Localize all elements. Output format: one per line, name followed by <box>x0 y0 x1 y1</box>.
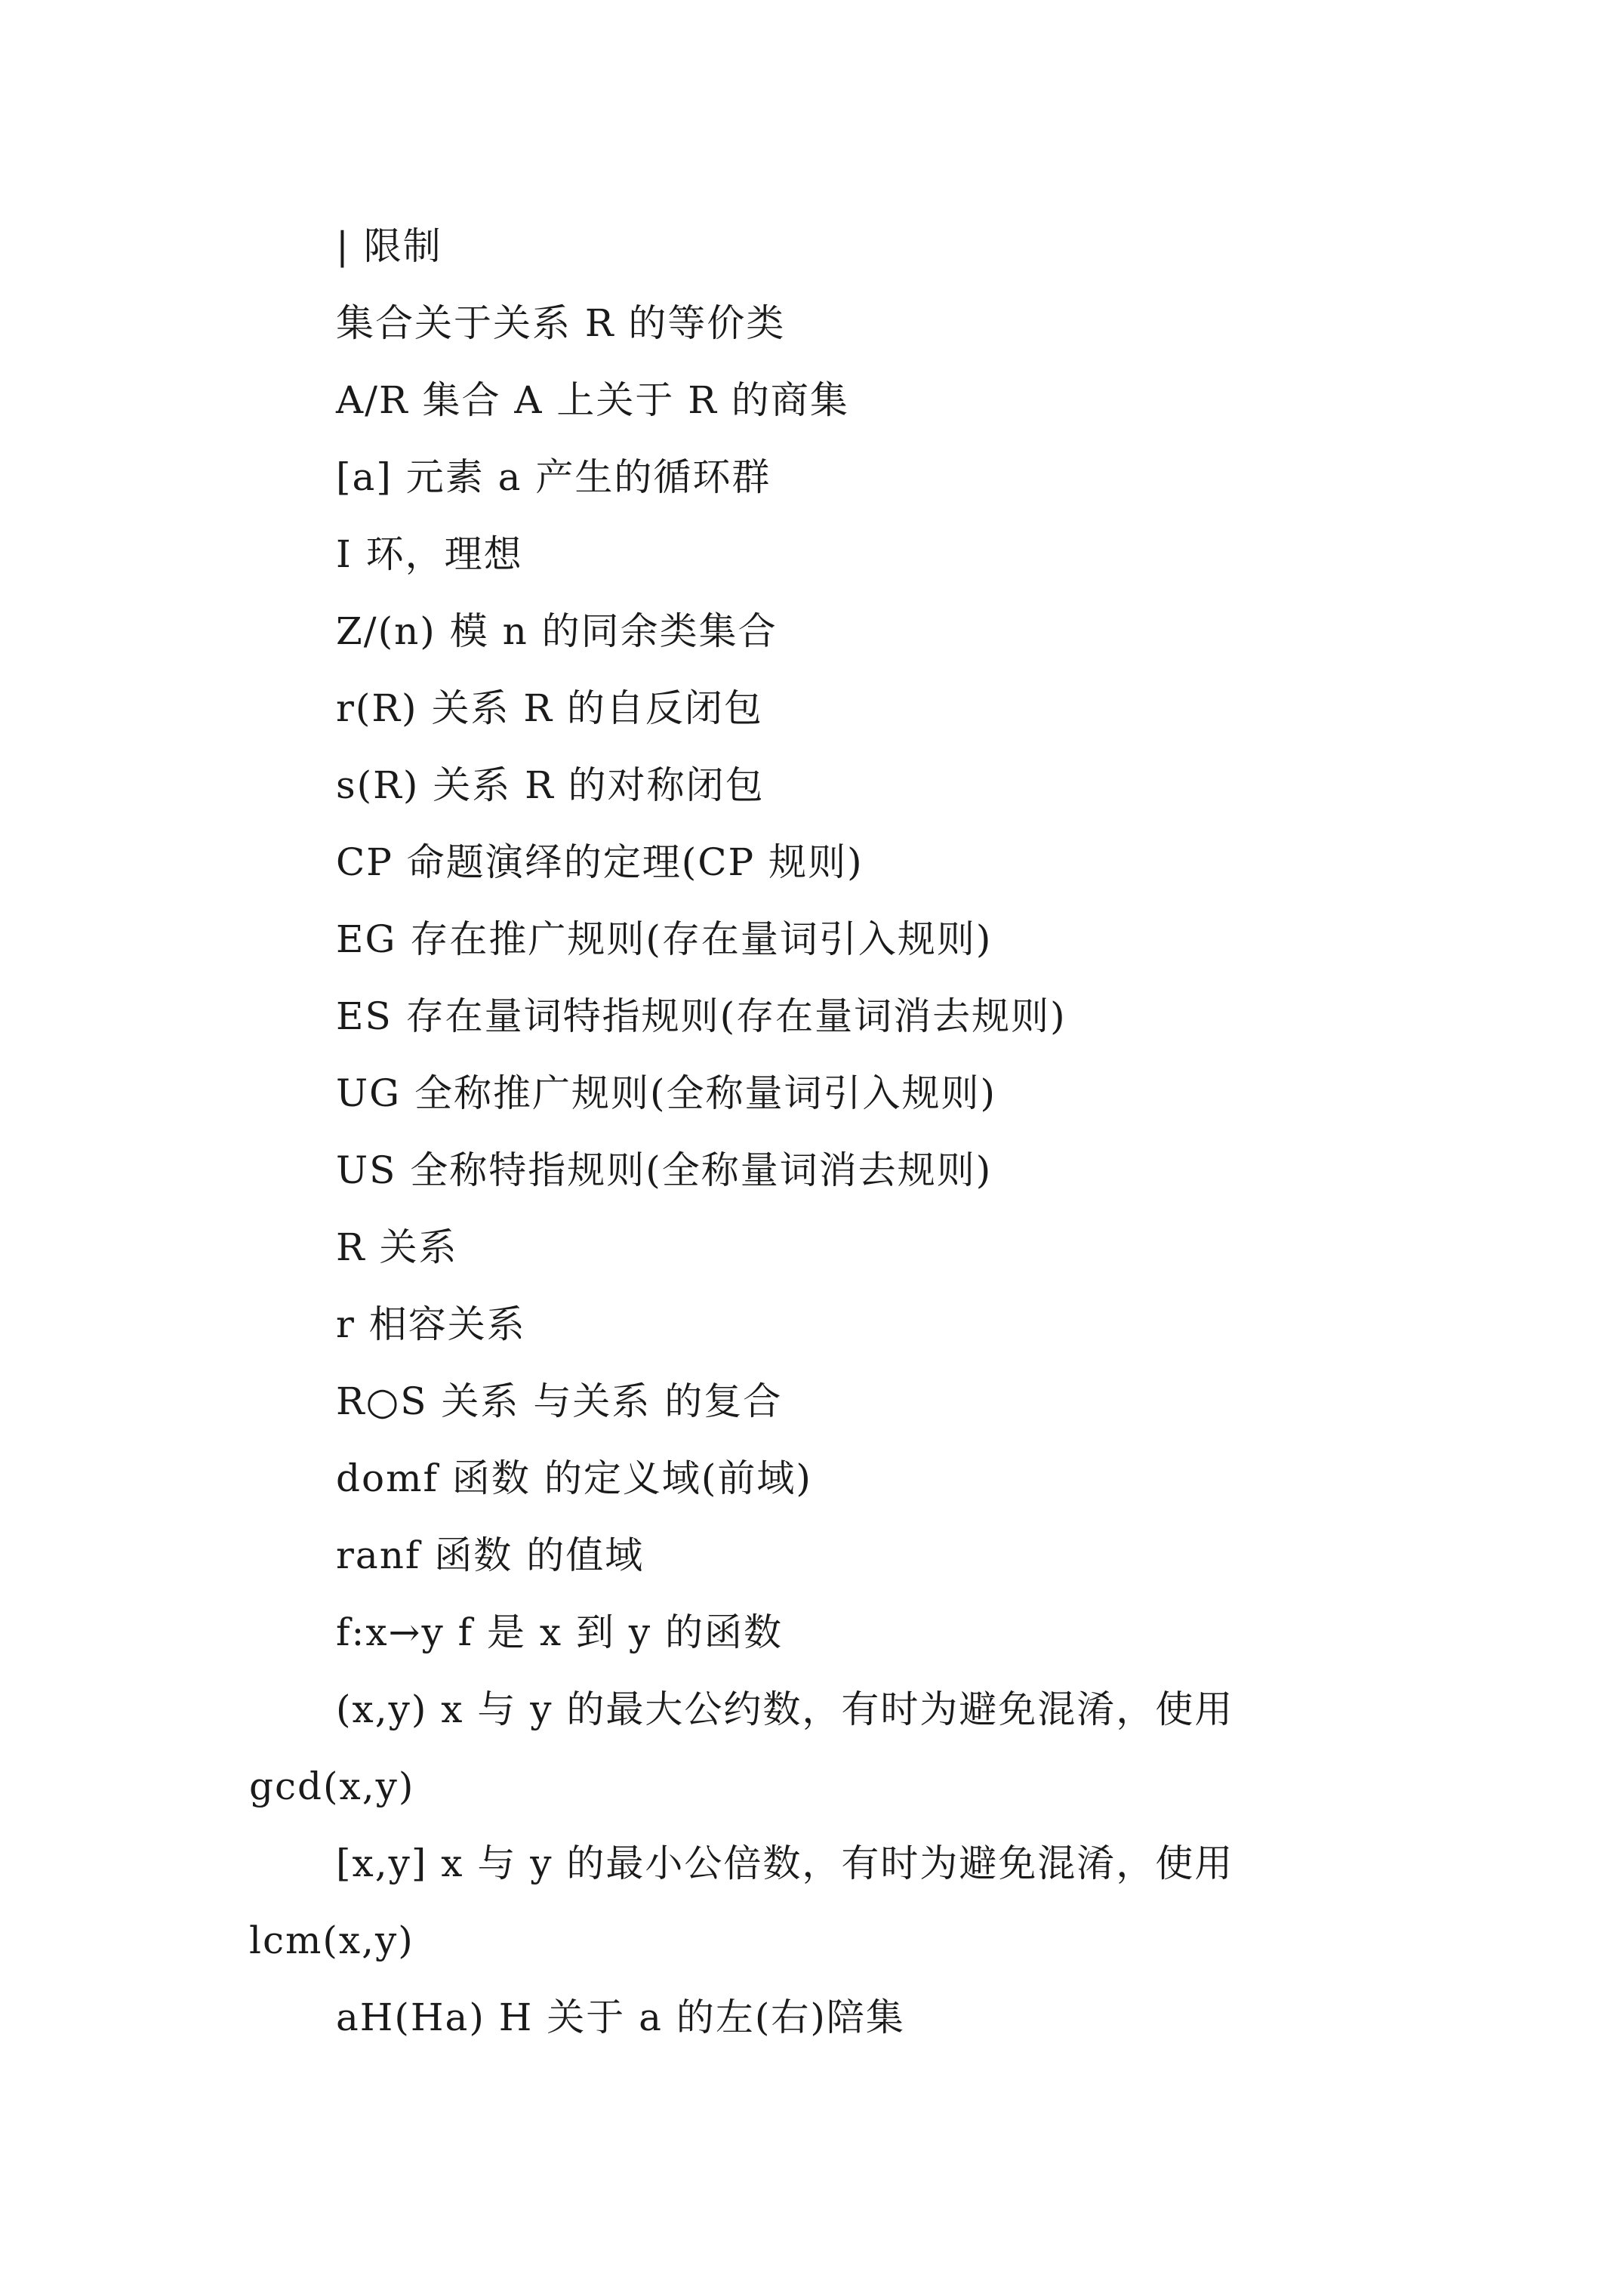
paragraph-continuation: gcd(x,y) <box>249 1764 415 1808</box>
text-line: Z/(n) 模 n 的同余类集合 <box>336 609 778 653</box>
text-line: r 相容关系 <box>336 1302 526 1346</box>
text-line: ES 存在量词特指规则(存在量词消去规则) <box>336 994 1067 1038</box>
text-line: R○S 关系 与关系 的复合 <box>336 1379 783 1423</box>
wrapped-paragraph <box>249 1825 1381 1979</box>
text-line: EG 存在推广规则(存在量词引入规则) <box>336 917 993 961</box>
text-line: f:x→y f 是 x 到 y 的函数 <box>336 1610 784 1654</box>
wrapped-paragraph <box>249 1671 1381 1825</box>
text-line: | 限制 <box>336 224 442 268</box>
text-body <box>249 208 1381 2056</box>
text-line: r(R) 关系 R 的自反闭包 <box>336 686 763 730</box>
text-line: I 环，理想 <box>336 532 523 576</box>
text-line: domf 函数 的定义域(前域) <box>336 1456 812 1500</box>
text-line: s(R) 关系 R 的对称闭包 <box>336 763 765 807</box>
text-line: CP 命题演绎的定理(CP 规则) <box>336 840 864 884</box>
text-line: 集合关于关系 R 的等价类 <box>336 301 786 345</box>
text-line: [a] 元素 a 产生的循环群 <box>336 455 771 499</box>
paragraph-first-line: [x,y] x 与 y 的最小公倍数，有时为避免混淆，使用 <box>336 1841 1234 1885</box>
text-line: A/R 集合 A 上关于 R 的商集 <box>336 378 849 422</box>
text-line: aH(Ha) H 关于 a 的左(右)陪集 <box>336 1996 905 2039</box>
text-line: US 全称特指规则(全称量词消去规则) <box>336 1148 993 1192</box>
text-line: ranf 函数 的值域 <box>336 1533 645 1577</box>
text-line: UG 全称推广规则(全称量词引入规则) <box>336 1071 996 1115</box>
paragraph-first-line: (x,y) x 与 y 的最大公约数，有时为避免混淆，使用 <box>336 1687 1234 1731</box>
paragraph-continuation: lcm(x,y) <box>249 1918 414 1962</box>
text-line: R 关系 <box>336 1225 458 1269</box>
